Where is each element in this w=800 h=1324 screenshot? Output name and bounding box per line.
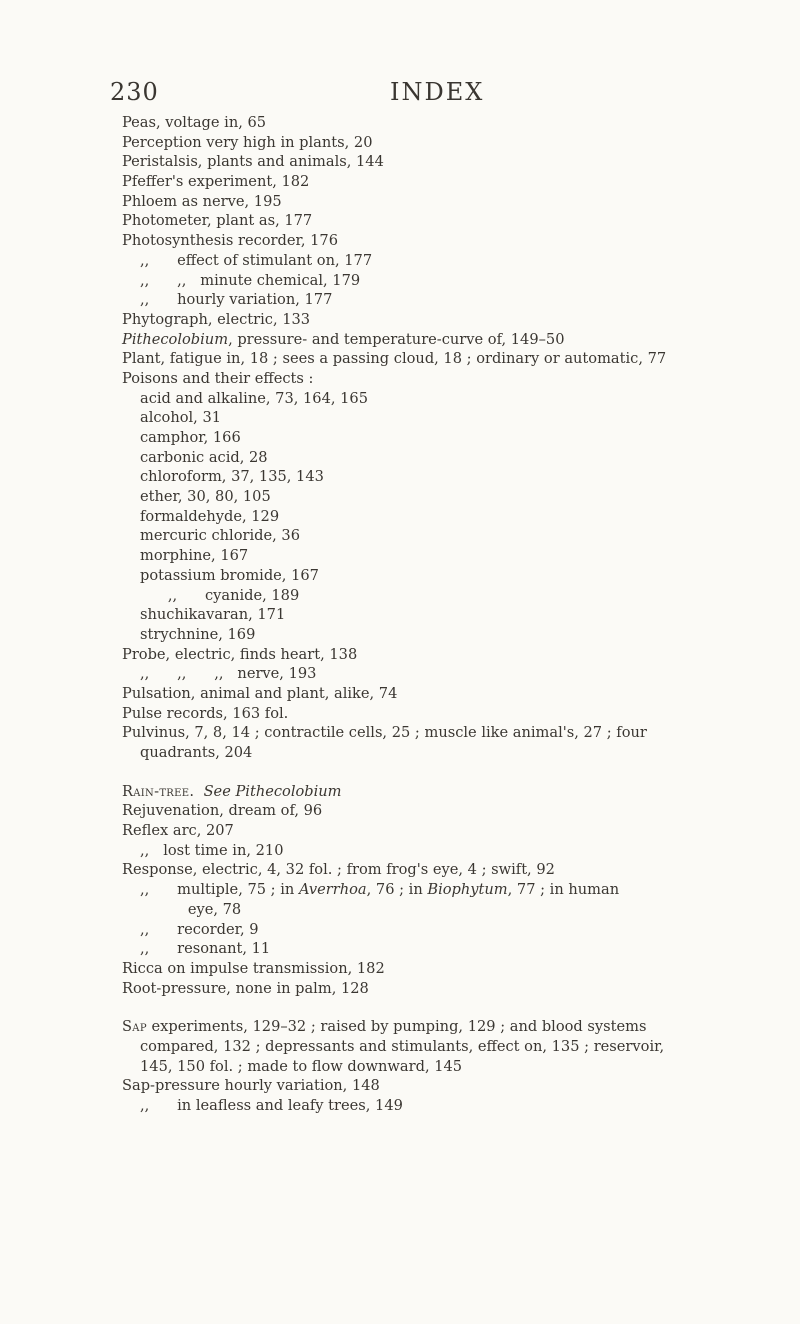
index-entry (122, 310, 762, 330)
entry-text: morphine, 167 (140, 547, 249, 565)
index-subentry (122, 290, 762, 310)
index-subentry (122, 586, 762, 606)
entry-text: ,, in leafless and leafy trees, 149 (140, 1097, 403, 1114)
index-subentry (122, 664, 762, 684)
entry-text: , 77 ; in human (507, 881, 620, 899)
index-subentry (122, 880, 762, 900)
index-entry (122, 172, 762, 192)
index-entry (122, 684, 762, 704)
index-entry (122, 152, 762, 172)
entry-text: Peas, voltage in, 65 (122, 114, 267, 131)
entry-text: ,, cyanide, 189 (140, 586, 300, 604)
index-subentry (122, 487, 762, 507)
entry-text: ,, ,, ,, nerve, 193 (140, 665, 317, 683)
entry-text: compared, 132 ; depressants and stimulants, effect on, 135 ; reservoir, (140, 1037, 665, 1055)
entry-text: Response, electric, 4, 32 fol. ; from frog's eye, 4 ; swift, 92 (122, 861, 555, 879)
entry-text: Root-pressure, none in palm, 128 (122, 979, 369, 997)
entry-text: ,, lost time in, 210 (140, 841, 284, 859)
index-section (122, 782, 762, 999)
index-entry (122, 369, 762, 389)
index-subentry (122, 841, 762, 861)
index-entry (122, 723, 762, 743)
entry-text: ,, effect of stimulant on, 177 (140, 251, 373, 269)
index-entry (122, 821, 762, 841)
section-gap (122, 998, 762, 1017)
index-subentry (122, 1096, 762, 1116)
entry-text: Perception very high in plants, 20 (122, 133, 373, 151)
index-entry (122, 330, 762, 350)
entry-text: Phloem as nerve, 195 (122, 192, 282, 210)
entry-text: Sap (122, 1018, 147, 1036)
index-entry (122, 231, 762, 251)
index-subentry (122, 1037, 762, 1057)
index-entry (122, 133, 762, 153)
entry-text: Photosynthesis recorder, 176 (122, 232, 339, 250)
entry-text: Peristalsis, plants and animals, 144 (122, 153, 384, 171)
entry-text: , pressure- and temperature-curve of, 149–50 (228, 330, 565, 348)
index-subentry (122, 251, 762, 271)
index-entry (122, 349, 762, 369)
entry-text: ,, resonant, 11 (140, 940, 271, 958)
index-subentry (122, 625, 762, 645)
entry-text: Reflex arc, 207 (122, 822, 234, 840)
entry-text: 145, 150 fol. ; made to flow downward, 145 (140, 1057, 463, 1075)
index-subentry (122, 1057, 762, 1077)
entry-text: strychnine, 169 (140, 625, 256, 643)
index-subentry (122, 408, 762, 428)
entry-text: Pfeffer's experiment, 182 (122, 173, 310, 191)
entry-text: ,, hourly variation, 177 (140, 291, 333, 309)
index-subentry (122, 920, 762, 940)
index-subentry (122, 743, 762, 763)
entry-text: Ricca on impulse transmission, 182 (122, 959, 385, 977)
index-subentry (122, 467, 762, 487)
entry-text: formaldehyde, 129 (140, 507, 280, 525)
entry-text: Pithecolobium (122, 330, 229, 348)
entry-text: Pulsation, animal and plant, alike, 74 (122, 684, 398, 702)
index-entry (122, 113, 762, 133)
entry-text: Pulvinus, 7, 8, 14 ; contractile cells, 25 ; muscle like animal's, 27 ; four (122, 724, 647, 742)
entry-text: experiments, 129–32 ; raised by pumping, 129 ; and blood systems (146, 1018, 647, 1036)
entry-text: Plant, fatigue in, 18 ; sees a passing cloud, 18 ; ordinary or automatic, 77 (122, 350, 667, 368)
index-entry (122, 959, 762, 979)
page-number: 230 (110, 78, 159, 106)
index-subentry (122, 900, 762, 920)
entry-text: acid and alkaline, 73, 164, 165 (140, 389, 368, 407)
index-entry (122, 1076, 762, 1096)
index-entry (122, 801, 762, 821)
index-entry (122, 704, 762, 724)
entry-text: ether, 30, 80, 105 (140, 488, 271, 506)
index-entry (122, 645, 762, 665)
entry-text: Phytograph, electric, 133 (122, 310, 311, 328)
index-subentry (122, 271, 762, 291)
index-entry (122, 782, 762, 802)
entry-text: quadrants, 204 (140, 744, 253, 761)
index-subentry (122, 605, 762, 625)
index-entry (122, 211, 762, 231)
index-subentry (122, 428, 762, 448)
entry-text: Probe, electric, finds heart, 138 (122, 645, 358, 663)
entry-text: ,, recorder, 9 (140, 920, 259, 938)
index-entry (122, 979, 762, 999)
entry-text: chloroform, 37, 135, 143 (140, 468, 324, 486)
entry-text: ,, ,, minute chemical, 179 (140, 271, 361, 289)
section-gap (122, 763, 762, 782)
entry-text: Poisons and their effects : (122, 369, 314, 387)
index-section (122, 1017, 762, 1115)
index-entry (122, 860, 762, 880)
entry-text: shuchikavaran, 171 (140, 606, 286, 624)
index-entry (122, 1017, 762, 1037)
index-entries (122, 113, 762, 1116)
entry-text: Biophytum (427, 881, 508, 899)
entry-text (194, 783, 203, 800)
entry-text: Averrhoa (298, 881, 367, 899)
page-header (0, 78, 800, 112)
entry-text: eye, 78 (160, 900, 242, 918)
entry-text: See Pithecolobium (203, 782, 342, 800)
running-title: INDEX (390, 78, 485, 106)
entry-text: alcohol, 31 (140, 409, 222, 427)
entry-text: mercuric chloride, 36 (140, 527, 300, 545)
entry-text: Rain-tree. (122, 782, 195, 800)
entry-text: potassium bromide, 167 (140, 566, 319, 584)
entry-text: , 76 ; in (366, 881, 428, 899)
index-subentry (122, 546, 762, 566)
index-subentry (122, 389, 762, 409)
index-entry (122, 192, 762, 212)
entry-text: Pulse records, 163 fol. (122, 704, 289, 722)
entry-text: Photometer, plant as, 177 (122, 212, 313, 230)
index-section (122, 113, 762, 763)
index-subentry (122, 507, 762, 527)
index-subentry (122, 566, 762, 586)
index-subentry (122, 939, 762, 959)
entry-text: Sap-pressure hourly variation, 148 (122, 1077, 380, 1095)
entry-text: ,, multiple, 75 ; in (140, 881, 299, 899)
entry-text: camphor, 166 (140, 429, 241, 446)
index-subentry (122, 526, 762, 546)
entry-text: carbonic acid, 28 (140, 448, 268, 466)
entry-text: Rejuvenation, dream of, 96 (122, 802, 323, 820)
index-subentry (122, 448, 762, 468)
